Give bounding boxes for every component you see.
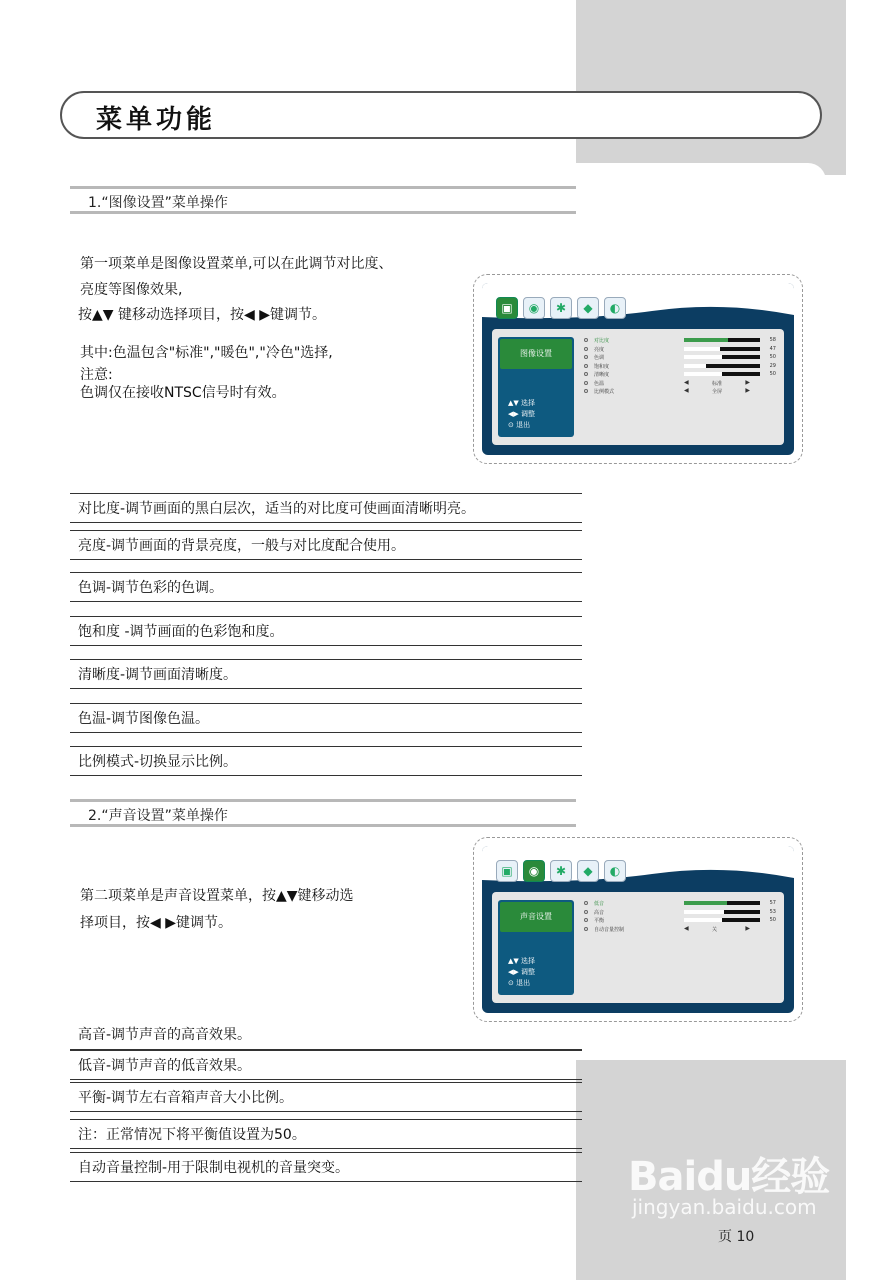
osd-item-label: 饱和度	[594, 363, 610, 370]
section1-intro-2: 亮度等图像效果,	[80, 282, 183, 298]
osd-level-bar[interactable]	[684, 364, 760, 368]
desc-row: 平衡-调节左右音箱声音大小比例。	[70, 1082, 582, 1112]
watermark-url: jingyan.baidu.com	[632, 1195, 817, 1219]
osd-menu-header: 声音设置	[500, 902, 572, 932]
channel-icon[interactable]: ◐	[604, 297, 626, 319]
osd-level-bar[interactable]	[684, 355, 760, 359]
osd-item-label: 自动音量控制	[594, 926, 625, 933]
radio-dot-icon	[584, 389, 588, 393]
osd-item-option: 标准	[712, 380, 723, 387]
desc-row: 色温-调节图像色温。	[70, 703, 582, 733]
desc-row: 自动音量控制-用于限制电视机的音量突变。	[70, 1152, 582, 1182]
osd-menu-item[interactable]	[584, 388, 776, 397]
osd-item-label: 色温	[594, 380, 605, 387]
osd-item-label: 比例模式	[594, 389, 615, 395]
page-number: 页 10	[718, 1229, 755, 1245]
section1-note-2: 注意:	[80, 367, 113, 383]
arrow-left-icon[interactable]: ◀	[684, 924, 689, 932]
osd-key-hints	[508, 398, 535, 431]
osd-item-list	[584, 337, 776, 397]
arrow-right-icon[interactable]: ▶	[745, 378, 750, 386]
radio-dot-icon	[584, 927, 588, 931]
osd-menu-item[interactable]	[584, 926, 776, 935]
section1-heading: 1.“图像设置”菜单操作	[70, 186, 576, 214]
osd-item-label: 色调	[594, 355, 605, 361]
osd-key-hints	[508, 956, 535, 989]
osd-screen	[482, 283, 794, 455]
osd-left-panel	[498, 337, 574, 437]
osd-item-label: 清晰度	[594, 372, 610, 378]
osd-item-label: 平衡	[594, 918, 605, 924]
osd-body	[492, 329, 784, 445]
arrow-right-icon[interactable]: ▶	[745, 387, 750, 394]
osd-menu-item[interactable]	[584, 909, 776, 918]
radio-dot-icon	[584, 910, 588, 914]
osd-menu-item[interactable]	[584, 337, 776, 346]
osd-level-bar[interactable]	[684, 901, 760, 905]
desc-row: 饱和度 -调节画面的色彩饱和度。	[70, 616, 582, 646]
osd-level-bar[interactable]	[684, 372, 760, 376]
osd-item-label: 低音	[594, 901, 605, 907]
function-icon[interactable]: ◆	[577, 860, 599, 882]
radio-dot-icon	[584, 364, 588, 368]
osd-menu-item[interactable]	[584, 354, 776, 363]
osd-item-label: 对比度	[594, 338, 610, 344]
osd-item-value: 53	[769, 908, 776, 915]
osd-menu-item[interactable]	[584, 346, 776, 355]
osd-level-bar[interactable]	[684, 338, 760, 342]
osd-item-label: 亮度	[594, 346, 605, 353]
osd-item-value: 50	[769, 354, 776, 360]
section2-heading: 2.“声音设置”菜单操作	[70, 799, 576, 827]
watermark-brand: Baidu经验	[628, 1154, 830, 1200]
settings-icon[interactable]: ✱	[550, 860, 572, 882]
radio-dot-icon	[584, 338, 588, 342]
osd-left-panel	[498, 900, 574, 995]
desc-row: 色调-调节色彩的色调。	[70, 572, 582, 602]
key-hint-exit: ⊙ 退出	[508, 421, 531, 429]
osd-item-value: 50	[769, 917, 776, 923]
osd-menu-header: 图像设置	[500, 339, 572, 369]
settings-icon[interactable]: ✱	[550, 297, 572, 319]
sound-icon[interactable]: ◉	[523, 860, 545, 882]
arrow-right-icon[interactable]: ▶	[745, 924, 750, 932]
osd-level-bar[interactable]	[684, 918, 760, 922]
section1-intro-1: 第一项菜单是图像设置菜单,可以在此调节对比度、	[80, 256, 393, 272]
radio-dot-icon	[584, 901, 588, 905]
radio-dot-icon	[584, 355, 588, 359]
osd-item-list	[584, 900, 776, 934]
osd-item-value: 50	[769, 371, 776, 377]
osd-level-bar[interactable]	[684, 910, 760, 914]
desc-row: 高音-调节声音的高音效果。	[70, 1020, 582, 1050]
osd-item-value: 58	[769, 337, 776, 343]
osd-item-value: 57	[769, 900, 776, 906]
radio-dot-icon	[584, 347, 588, 351]
key-hint-select: ▲▼ 选择	[508, 399, 535, 407]
osd-icon-bar	[496, 860, 626, 882]
key-hint-adjust: ◀▶ 调整	[508, 410, 535, 418]
key-hint-exit: ⊙ 退出	[508, 979, 531, 987]
radio-dot-icon	[584, 918, 588, 922]
desc-row: 亮度-调节画面的背景亮度，一般与对比度配合使用。	[70, 530, 582, 560]
osd-body	[492, 892, 784, 1003]
picture-icon[interactable]: ▣	[496, 297, 518, 319]
key-hint-select: ▲▼ 选择	[508, 957, 535, 965]
osd-icon-bar	[496, 297, 626, 319]
sound-menu-screenshot	[473, 837, 803, 1022]
channel-icon[interactable]: ◐	[604, 860, 626, 882]
section2-intro-2: 择项目，按◀ ▶键调节。	[80, 915, 232, 931]
desc-row: 清晰度-调节画面清晰度。	[70, 659, 582, 689]
radio-dot-icon	[584, 372, 588, 376]
section1-note-1: 其中:色温包含"标准","暖色","冷色"选择,	[80, 345, 333, 361]
section2-intro-1: 第二项菜单是声音设置菜单，按▲▼键移动选	[80, 888, 354, 904]
arrow-left-icon[interactable]: ◀	[684, 378, 689, 386]
function-icon[interactable]: ◆	[577, 297, 599, 319]
arrow-left-icon[interactable]: ◀	[684, 387, 689, 394]
baidu-watermark	[628, 1145, 830, 1219]
section1-note-3: 色调仅在接收NTSC信号时有效。	[80, 385, 286, 401]
osd-screen	[482, 846, 794, 1013]
desc-row: 比例模式-切换显示比例。	[70, 746, 582, 776]
title-bar	[60, 91, 822, 139]
section1-intro-3: 按▲▼ 键移动选择项目，按◀ ▶键调节。	[78, 307, 326, 323]
osd-item-value: 29	[769, 362, 776, 369]
key-hint-adjust: ◀▶ 调整	[508, 968, 535, 976]
osd-level-bar[interactable]	[684, 347, 760, 351]
osd-menu-item[interactable]	[584, 900, 776, 909]
picture-icon[interactable]: ▣	[496, 860, 518, 882]
sound-icon[interactable]: ◉	[523, 297, 545, 319]
osd-item-option: 全屏	[712, 389, 723, 395]
picture-menu-screenshot	[473, 274, 803, 464]
page-title: 菜单功能	[96, 105, 217, 135]
osd-menu-item[interactable]	[584, 363, 776, 372]
gray-band-top	[576, 0, 846, 175]
osd-item-value: 47	[769, 345, 776, 352]
desc-row: 低音-调节声音的低音效果。	[70, 1050, 582, 1080]
desc-row: 对比度-调节画面的黑白层次，适当的对比度可使画面清晰明亮。	[70, 493, 582, 523]
osd-item-label: 高音	[594, 909, 605, 916]
radio-dot-icon	[584, 381, 588, 385]
osd-item-option: 关	[712, 926, 718, 933]
desc-row: 注：正常情况下将平衡值设置为50。	[70, 1119, 582, 1149]
